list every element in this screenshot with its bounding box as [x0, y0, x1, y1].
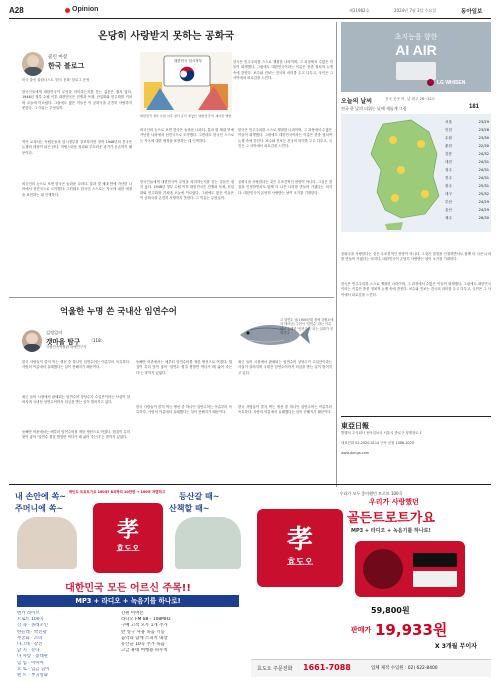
- column2-body-f: 최근 들어 시장에서 판매되는 임연수어 상당수가 수입산이라는 사실이 알려지며 국내산 임연수어까지 의심을 받는 일이 벌어지고 있다.: [238, 360, 332, 375]
- weather-region-list: [445, 118, 489, 222]
- masthead-name: 東亞日報: [341, 421, 369, 430]
- weather-row: [445, 134, 489, 142]
- weather-temp: 23/30: [478, 136, 489, 140]
- lg-ad[interactable]: [341, 22, 491, 92]
- weather-row: [445, 174, 489, 182]
- ad-list-item: 고급 휴대 여행용 파우치: [121, 648, 168, 654]
- mp3-ad-right[interactable]: [251, 487, 491, 684]
- column2-body-g: 한국 사람들이 즐겨 먹는 생선 중 하나인 임연수어는 이름부터 독특하다. 사람의 이름에서 유래했다는 설이 전해지기 때문이다.: [238, 405, 332, 415]
- ad-left-list-left: [17, 611, 117, 679]
- right-column-text-b: 공화국을 사랑한다는 것은 무조건적인 찬양이 아니다. 그것은 결점을 인정하면서도 함께 더 나은 나라를 만들어 가겠다는 의지다. 대한민국이 온당히 사랑받는 날이 오기를 기대한다.: [341, 252, 491, 262]
- weather-row: [445, 118, 489, 126]
- ad-list-item: 트로트 100곡: [17, 617, 44, 623]
- ad-left-list-right: [121, 611, 241, 654]
- weather-temp: 24/31: [478, 168, 489, 172]
- weather-row: [445, 158, 489, 166]
- weather-section: [341, 96, 491, 246]
- column2-body-d: 동해안 어촌에서는 예부터 임연수어를 귀한 생선으로 여겼다. 껍질이 특히 맛이 좋아 '임연수 껍질 쌈밥만 먹다가 배 굶어 죽는다'는 말까지 있었다.: [136, 360, 232, 375]
- column2-body-c: 동해안 어촌에서는 예부터 임연수어를 귀한 생선으로 여겼다. 껍질이 특히 맛이 좋아 '임연수 껍질 쌈밥만 먹다가 배 굶어 죽는다'는 말까지 있었다.: [22, 430, 130, 440]
- ad-separator: [9, 484, 491, 485]
- weather-title: 오늘의 날씨: [341, 98, 373, 105]
- column1-body-h: 한국은 민주주의를 스스로 쟁취한 나라이며, 그 과정에서 수많은 이들이 희생했다. 그럼에도 대한민국이라는 이름은 종종 정치적 논쟁 속에 갇힌다. 보수와 진보는 건국의 의미를 두고 다투고, 국민은 그 사이에서 피로감을 느낀다.: [233, 60, 333, 80]
- masthead-info-1: 발행처 주식회사 동아일보사 서울시 종로구 청계천로 1: [341, 431, 422, 435]
- ad-list-item: 간편 이어폰: [121, 611, 144, 616]
- weather-subtitle: 전국 곳곳 비, 낮 최고 26~32도: [385, 97, 436, 101]
- weather-temp: 24/29: [478, 200, 489, 204]
- book-label: 대한민국 임시정부: [173, 59, 203, 63]
- ad-left-title-c: 등산갈 때~: [179, 492, 220, 501]
- column2-body-b: 최근 들어 시장에서 판매되는 임연수어 상당수가 수입산이라는 사실이 알려지며 국내산 임연수어까지 의심을 받는 일이 벌어지고 있다.: [22, 395, 130, 405]
- ad-right-title: 골든트로트가요: [347, 511, 435, 526]
- column2-author-photo: [22, 330, 42, 352]
- masthead-info-3: www.donga.com: [341, 451, 370, 455]
- column2-author-name: 갯마을 탐구: [46, 338, 81, 346]
- weather-region: 전주: [445, 176, 452, 180]
- weather-row: [445, 150, 489, 158]
- ad-list-item: 한들레 · 박진광: [17, 629, 47, 635]
- ad-right-phone[interactable]: 1661-7088: [303, 663, 351, 672]
- lg-logo-icon: [427, 79, 434, 86]
- masthead-box: [341, 416, 491, 480]
- lg-ad-unit: [396, 62, 436, 80]
- weather-row: [445, 206, 489, 214]
- column1-body-g: 공화국을 사랑한다는 것은 무조건적인 찬양이 아니다. 그것은 결점을 인정하면서도 함께 더 나은 나라를 만들어 가겠다는 의지다. 대한민국이 온당히 사랑받는 날이 오기를 기대한다.: [238, 180, 332, 195]
- weather-info: 전국 한 낮의 더위는 낮에 새롭게 그림: [341, 106, 407, 111]
- weather-temp: 24/31: [478, 176, 489, 180]
- weather-row: [445, 214, 489, 222]
- ad-list-item: 맨 트 · 부귀영화: [17, 673, 49, 679]
- ad-list-item: 엔카 라이브: [17, 611, 40, 616]
- column2-body-e: 한국 사람들이 즐겨 먹는 생선 중 하나인 임연수어는 이름부터 독특하다. 사람의 이름에서 유래했다는 설이 전해지기 때문이다.: [136, 405, 232, 415]
- weather-region: 대전: [445, 160, 452, 164]
- weather-region: 부산: [445, 200, 452, 204]
- weather-row: [445, 182, 489, 190]
- ad-right-top-label: 우리가 모두 좋아했던 트로트 100곡: [339, 491, 403, 496]
- column2-author-title: 국립민속박물관 학예연구사: [46, 345, 87, 349]
- weather-row: [445, 126, 489, 134]
- ad-list-item: 라디오 FM 88 - 108MHz: [121, 617, 171, 623]
- ad-right-price-label: 판매가: [351, 626, 372, 634]
- ad-right-radio: [355, 541, 465, 597]
- column1-body-c: 외국인의 눈으로 보면 한국은 놀라운 나라다. 불과 몇 세대 만에 가난한 나라에서 선진국으로 도약했다. 그런데도 한국인 스스로는 자국에 대한 애정을 표현하는 데 인색하다.: [22, 182, 132, 197]
- lg-ad-product: AI AIR: [395, 42, 437, 58]
- weather-region: 춘천: [445, 144, 452, 148]
- ad-left-device: [93, 503, 163, 573]
- weather-region: 서울: [445, 120, 452, 124]
- ad-left-title-a: 내 손안에 쏙~: [15, 492, 66, 501]
- page-number: A28: [9, 6, 24, 15]
- weather-number: 181: [469, 104, 480, 110]
- ad-right-logo-sub: 효도오: [286, 558, 314, 568]
- column2-author-number: 〈118〉: [89, 338, 105, 343]
- right-column-text-c: 한국은 민주주의를 스스로 쟁취한 나라이며, 그 과정에서 수많은 이들이 희생했다. 그럼에도 대한민국이라는 이름은 종종 정치적 논쟁 속에 갇힌다. 보수와 진보는 건국의 의미를 두고 다투고, 국민은 그 사이에서 피로감을 느낀다.: [341, 282, 491, 297]
- weather-row: [445, 166, 489, 174]
- weather-temp: 24/29: [478, 208, 489, 212]
- column1-illustration: [140, 52, 232, 112]
- weather-region: 제주: [445, 216, 452, 220]
- ad-left-title-b: 주머니에 쏙~: [15, 504, 64, 513]
- column1-body-e: 한국인들에게 대한민국이 무엇을 의미하는지를 묻는 질문은 쉽지 않다. 1948년 정부 수립 이후 대한민국은 전쟁과 독재, 산업화와 민주화를 거치며 오늘에 이르렀다. 그럼에도 많은 이들은 이 공화국을 온전히 사랑하지 못한다. 그 이유는 무엇일까.: [140, 180, 234, 200]
- author-photo: [22, 52, 44, 76]
- ad-right-price: 19,933원: [375, 621, 448, 639]
- paper-name: 동아일보: [461, 9, 483, 15]
- masthead-info-2: 대표전화 02-2020-0114 구독 신청 1588-2020: [341, 441, 415, 445]
- issue-date: 2024년 7월 3일 수요일: [394, 8, 437, 13]
- ad-right-phone-label: 효도오 주문전화: [257, 666, 293, 672]
- weather-region: 인천: [445, 128, 452, 132]
- ad-right-logo: 孝: [286, 525, 313, 555]
- lg-ad-brand: LG WHISEN: [437, 80, 466, 86]
- weather-region: 대구: [445, 192, 452, 196]
- ad-right-footer-bar: [251, 659, 491, 677]
- ad-list-item: 다 사랑 · 송대관: [17, 654, 49, 660]
- column1-body-a: 한국인들에게 대한민국이 무엇을 의미하는지를 묻는 질문은 쉽지 않다. 1948년 정부 수립 이후 대한민국은 전쟁과 독재, 산업화와 민주화를 거치며 오늘에 이르렀다. 그럼에도 많은 이들은 이 공화국을 온전히 사랑하지 못한다. 그 이유는 무엇일까.: [22, 90, 132, 110]
- column2-body-a: 한국 사람들이 즐겨 먹는 생선 중 하나인 임연수어는 이름부터 독특하다. 사람의 이름에서 유래했다는 설이 전해지기 때문이다.: [22, 360, 130, 370]
- weather-row: [445, 198, 489, 206]
- ad-list-item: 반 영구 사용 녹음 기능: [121, 629, 165, 635]
- column1-body-d: 외국인의 눈으로 보면 한국은 놀라운 나라다. 불과 몇 세대 만에 가난한 나라에서 선진국으로 도약했다. 그런데도 한국인 스스로는 자국에 대한 애정을 표현하는 데 인색하다.: [140, 128, 234, 143]
- weather-row: [445, 190, 489, 198]
- section-divider: [9, 297, 334, 298]
- ad-left-mp3: MP3 + 라디오 + 녹음기를 하나로!: [17, 595, 239, 607]
- column2-headline: 억울한 누명 쓴 국내산 임연수어: [60, 306, 177, 316]
- ad-list-item: 임 임 · 이미아: [17, 660, 44, 666]
- header-rule: [9, 18, 491, 19]
- ad-left-logo-sub: 효도오: [116, 544, 140, 553]
- ad-list-item: 음악과 함께 스피커 내장: [121, 635, 168, 641]
- column2-author-label: 김정일의: [46, 330, 63, 335]
- weather-temp: 24/31: [478, 160, 489, 164]
- column1-headline: 온당히 사랑받지 못하는 공화국: [98, 31, 235, 42]
- weather-temp: 22/30: [478, 144, 489, 148]
- ad-list-item: 산 속 · 몰래꼬인: [17, 623, 49, 629]
- ad-right-device: [257, 509, 343, 587]
- ad-right-orig-price: 59,800원: [371, 606, 410, 615]
- author-name: 한국 블로그: [48, 62, 85, 70]
- ad-right-footer: 업체 제작 수입원 : 02) 622-8400: [371, 666, 438, 671]
- ad-list-item: 나그네 · 강진: [17, 642, 43, 648]
- ad-left-banner: 박인도 트로트가요 100곡! 8곡짜리 10만원 → 100곡 저렴하고: [69, 490, 166, 494]
- column1-body-f: 한국은 민주주의를 스스로 쟁취한 나라이며, 그 과정에서 수많은 이들이 희생했다. 그럼에도 대한민국이라는 이름은 종종 정치적 논쟁 속에 갇힌다. 보수와 진보는 건국의 의미를 두고 다투고, 국민은 그 사이에서 피로감을 느낀다.: [238, 128, 332, 148]
- page-header: [9, 6, 491, 18]
- ad-left-title-d: 산책할 때~: [169, 504, 210, 513]
- ad-right-price-note: X 3개월 무이자: [435, 643, 477, 650]
- weather-temp: 26/30: [478, 216, 489, 220]
- ad-left-logo: 孝: [116, 517, 139, 543]
- weather-region: 청주: [445, 168, 452, 172]
- weather-region: 수원: [445, 136, 452, 140]
- ad-list-item: 요 토 · 임금 님이: [17, 666, 50, 672]
- mp3-ad-left[interactable]: [9, 487, 247, 684]
- weather-temp: 23/28: [478, 128, 489, 132]
- lg-ad-tagline: 초지능을 향한: [394, 33, 438, 41]
- ad-list-item: 구매 고객 모두 1개 추가: [121, 623, 168, 629]
- weather-region: 울산: [445, 208, 452, 212]
- weather-temp: 23/29: [478, 120, 489, 124]
- weather-region: 광주: [445, 184, 452, 188]
- ad-left-person-b: [175, 517, 241, 569]
- ad-left-person-a: [17, 517, 77, 569]
- issue-number: 제31982호: [349, 8, 370, 13]
- ad-list-item: 유산균 10곡 추가 녹음: [121, 642, 165, 648]
- weather-temp: 25/32: [478, 192, 489, 196]
- weather-temp: 25/31: [478, 184, 489, 188]
- ad-left-headline: 대한민국 모든 어르신 주목!!: [65, 583, 191, 594]
- weather-map: [341, 114, 491, 232]
- author-series: 콜린 마샬: [48, 55, 68, 60]
- column1-body-b: 역사 교과서는 독립운동과 임시정부를 강조하지만 정작 1948년의 건국은 논쟁의 대상이 되곤 한다. 자랑스러운 성취와 부끄러운 과거가 공존하기 때문이다.: [22, 140, 132, 155]
- author-title: 미국 출신 칼럼니스트 '한국 문화' 블로그 운영: [22, 78, 90, 82]
- opinion-dot-icon: [65, 8, 70, 13]
- ad-right-subtitle: 우리가 사랑했던: [369, 498, 419, 506]
- weather-region: 강릉: [445, 152, 452, 156]
- illustration-caption: 대한민국 정부 수립 이후 정식 공식 명칭인 '대한민국'이 새겨진 앨범: [140, 114, 232, 118]
- fish-caption: 고 임연수 님(1900년대 경에 강원도에서 태어난) 주민이 '임연수' 라는 이름에서 유래한 '임연수어' 라는 설화가 전해진다.: [280, 318, 334, 336]
- weather-temp: 24/32: [478, 152, 489, 156]
- ad-right-desc: MP3 + 라디오 + 녹음기를 하나로!: [351, 528, 431, 534]
- ad-list-item: 무궁화 · 소녀: [17, 635, 43, 641]
- weather-row: [445, 142, 489, 150]
- section-label: Opinion: [72, 6, 99, 13]
- ad-list-item: 남 지 · 문다: [17, 648, 40, 654]
